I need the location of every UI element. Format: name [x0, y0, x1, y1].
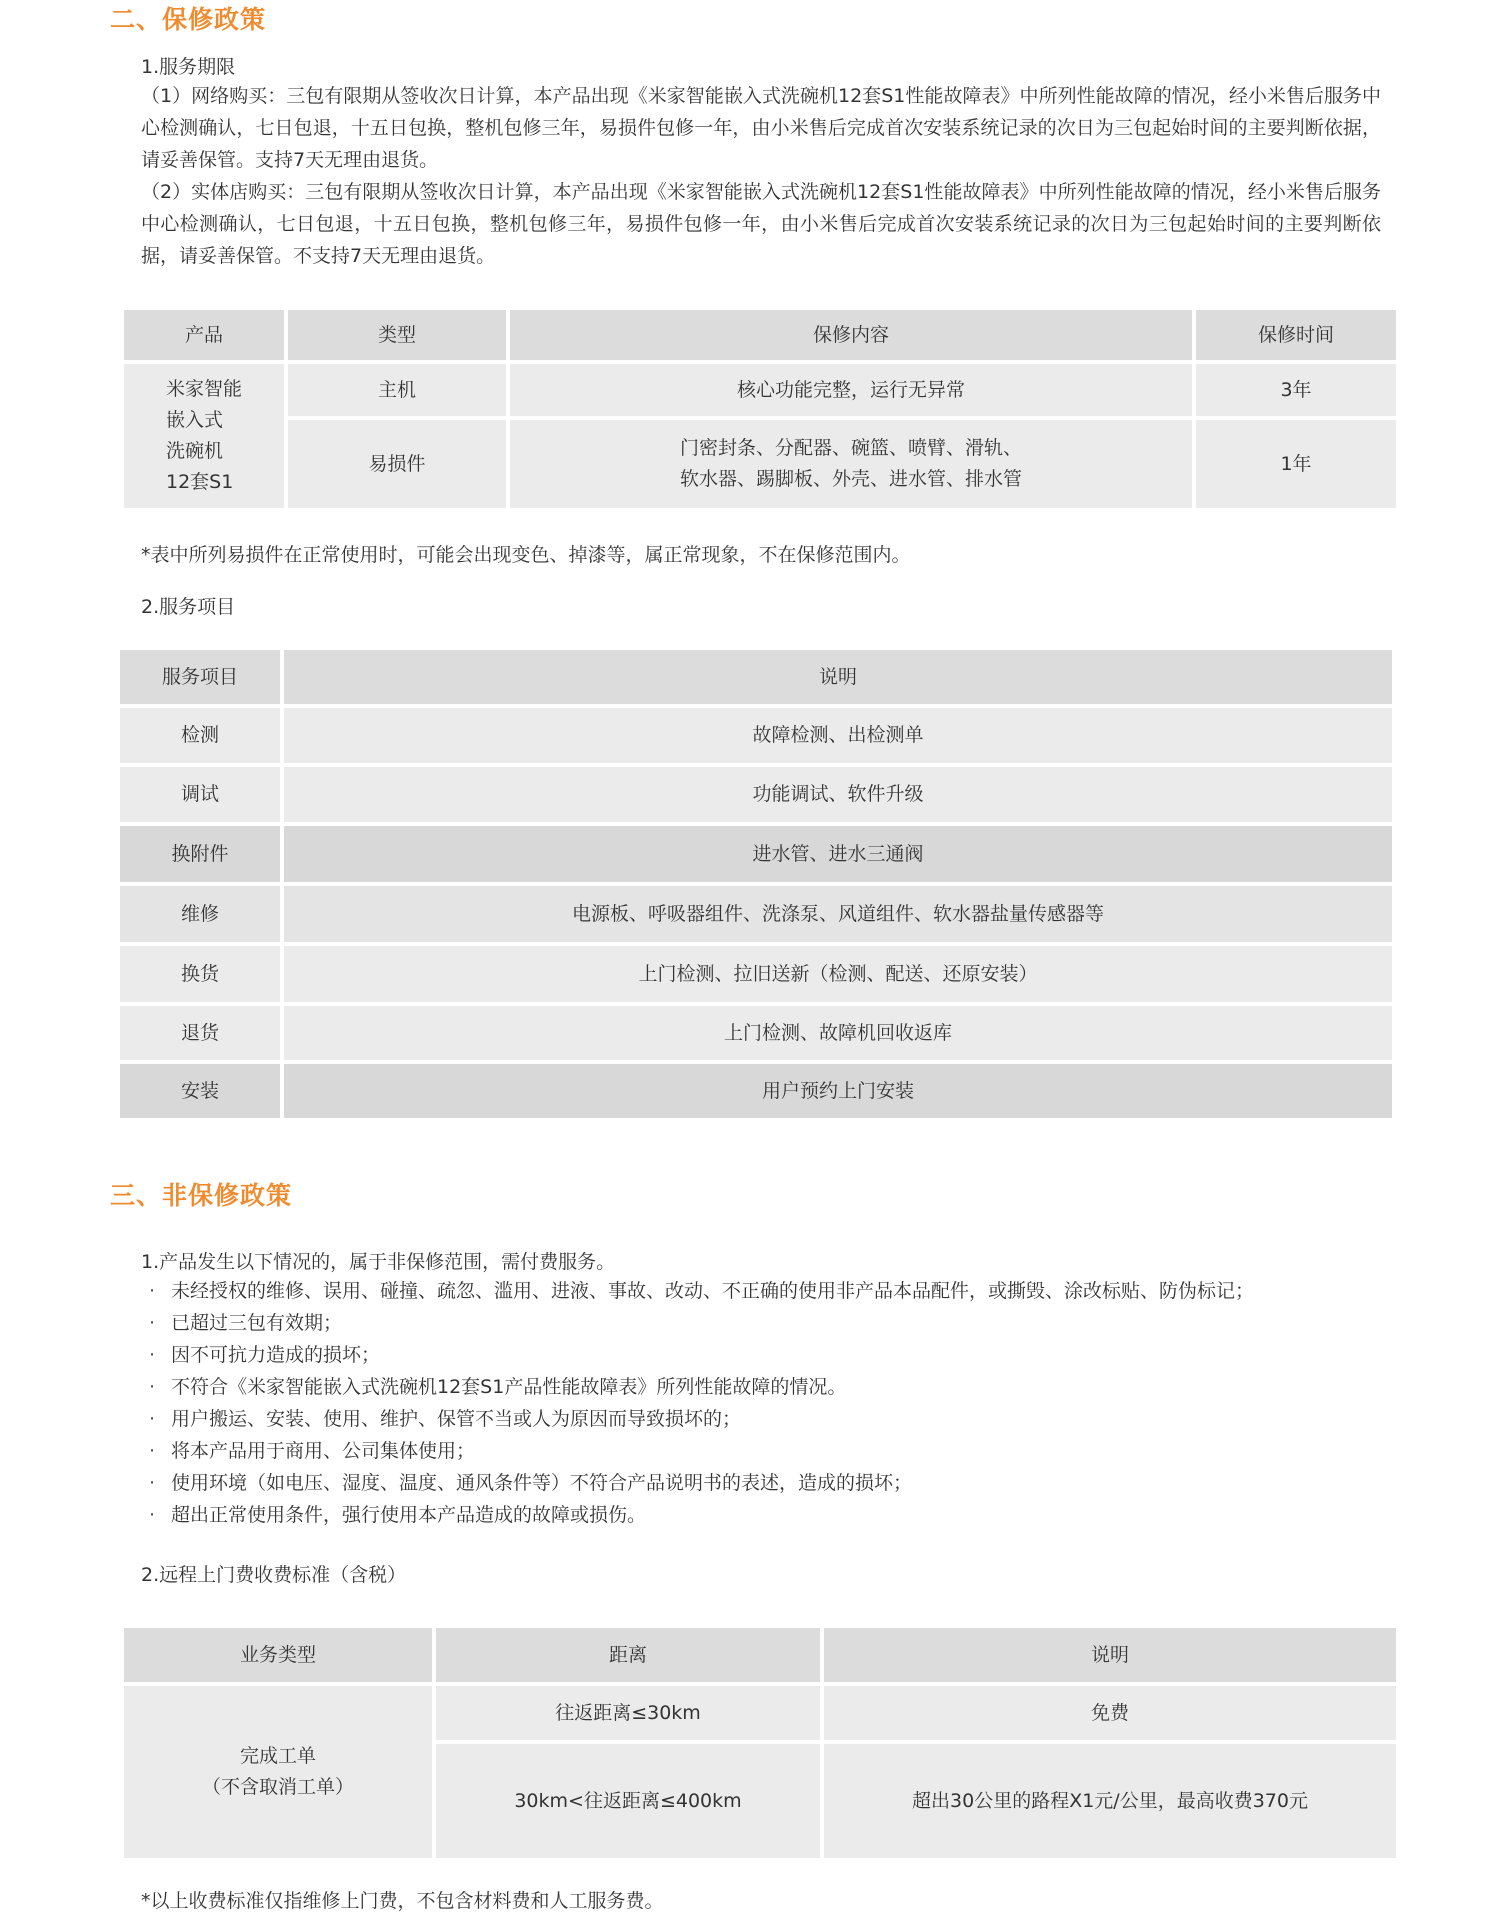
content-main-unit: 核心功能完整，运行无异常: [510, 364, 1192, 416]
table-header-content: 保修内容: [510, 310, 1192, 360]
list-item-text: 将本产品用于商用、公司集体使用；: [171, 1440, 476, 1462]
wear-parts-line: 软水器、踢脚板、外壳、进水管、排水管: [679, 468, 1022, 490]
store-purchase-paragraph: （2）实体店购买：三包有限期从签收次日计算，本产品出现《米家智能嵌入式洗碗机12套S1性能故障表》中所列性能故障的情况，经小米售后服务中心检测确认，七日包退，十五日包换，整机包修三年，易损件包修一年，由小米售后完成首次安装系统记录的次日为三包起始时间的主要判断依据，请妥善保管。不支持7天无理由退货。: [141, 181, 1381, 267]
period-main-unit: 3年: [1196, 364, 1396, 416]
service-item-name: 维修: [120, 886, 280, 942]
list-item-text: 未经授权的维修、误用、碰撞、疏忽、滥用、进液、事故、改动、不正确的使用非产品本品配件，或撕毁、涂改标贴、防伪标记；: [171, 1280, 1255, 1302]
list-item: [141, 1339, 1391, 1371]
business-type-line: （不含取消工单）: [201, 1776, 354, 1798]
service-item-name: 调试: [120, 767, 280, 822]
non-warranty-intro: 1.产品发生以下情况的，属于非保修范围，需付费服务。: [141, 1251, 616, 1273]
list-item: [141, 1307, 1391, 1339]
service-item-desc: 电源板、呼吸器组件、洗涤泵、风道组件、软水器盐量传感器等: [284, 886, 1392, 942]
content-wear-parts: [510, 420, 1192, 508]
list-item: [141, 1435, 1391, 1467]
fee-header-desc: 说明: [824, 1628, 1396, 1682]
warranty-section-title: 二、保修政策: [110, 5, 267, 34]
product-name-line: 嵌入式: [165, 409, 223, 431]
service-item-name: 换货: [120, 946, 280, 1002]
list-item: [141, 1403, 1391, 1435]
fee-distance-cell: 30km<往返距离≤400km: [436, 1744, 820, 1858]
product-name-line: 12套S1: [165, 471, 234, 493]
table-header-period: 保修时间: [1196, 310, 1396, 360]
table-header-type: 类型: [288, 310, 506, 360]
service-items-heading: 2.服务项目: [141, 596, 236, 618]
period-wear-parts: 1年: [1196, 420, 1396, 508]
type-main-unit: 主机: [288, 364, 506, 416]
service-item-desc: 上门检测、拉旧送新（检测、配送、还原安装）: [284, 946, 1392, 1002]
fee-business-type-cell: [124, 1686, 432, 1858]
service-items-header-desc: 说明: [284, 650, 1392, 704]
list-item-text: 使用环境（如电压、湿度、温度、通风条件等）不符合产品说明书的表述，造成的损坏；: [171, 1472, 913, 1494]
list-item-text: 已超过三包有效期；: [171, 1312, 343, 1334]
fee-header-business: 业务类型: [124, 1628, 432, 1682]
service-item-desc: 功能调试、软件升级: [284, 767, 1392, 822]
non-warranty-section-title: 三、非保修政策: [110, 1181, 293, 1210]
list-item-text: 因不可抗力造成的损坏；: [171, 1344, 381, 1366]
bullet-icon: ·: [149, 1408, 156, 1430]
service-item-name: 退货: [120, 1006, 280, 1060]
service-item-name: 安装: [120, 1064, 280, 1118]
bullet-icon: ·: [149, 1312, 156, 1334]
service-items-header-item: 服务项目: [120, 650, 280, 704]
service-item-desc: 用户预约上门安装: [284, 1064, 1392, 1118]
list-item: [141, 1371, 1391, 1403]
business-type-line: 完成工单: [239, 1745, 316, 1767]
list-item: [141, 1467, 1391, 1499]
product-name-line: 米家智能: [165, 378, 242, 400]
wear-parts-line: 门密封条、分配器、碗篮、喷臂、滑轨、: [679, 437, 1022, 459]
service-item-name: 检测: [120, 708, 280, 763]
fee-desc-cell: 超出30公里的路程X1元/公里，最高收费370元: [824, 1744, 1396, 1858]
fee-desc-cell: 免费: [824, 1686, 1396, 1740]
list-item: [141, 1499, 1391, 1531]
service-period-heading: 1.服务期限: [141, 56, 236, 78]
bullet-icon: ·: [149, 1344, 156, 1366]
online-purchase-paragraph: （1）网络购买：三包有限期从签收次日计算，本产品出现《米家智能嵌入式洗碗机12套S1性能故障表》中所列性能故障的情况，经小米售后服务中心检测确认，七日包退，十五日包换，整机包修三年，易损件包修一年，由小米售后完成首次安装系统记录的次日为三包起始时间的主要判断依据，请妥善保管。支持7天无理由退货。: [141, 85, 1381, 171]
service-item-name: 换附件: [120, 826, 280, 882]
bullet-icon: ·: [149, 1504, 156, 1526]
list-item-text: 超出正常使用条件，强行使用本产品造成的故障或损伤。: [171, 1504, 647, 1526]
bullet-icon: ·: [149, 1376, 156, 1398]
service-item-desc: 进水管、进水三通阀: [284, 826, 1392, 882]
product-name-line: 洗碗机: [165, 440, 223, 462]
fee-header-distance: 距离: [436, 1628, 820, 1682]
fee-note: *以上收费标准仅指维修上门费，不包含材料费和人工服务费。: [141, 1890, 664, 1912]
list-item: [141, 1275, 1391, 1307]
wear-parts-note: *表中所列易损件在正常使用时，可能会出现变色、掉漆等，属正常现象，不在保修范围内。: [141, 544, 911, 566]
product-name-cell: [124, 364, 284, 508]
bullet-icon: ·: [149, 1280, 156, 1302]
fee-heading: 2.远程上门费收费标准（含税）: [141, 1564, 407, 1586]
service-item-desc: 故障检测、出检测单: [284, 708, 1392, 763]
fee-distance-cell: 往返距离≤30km: [436, 1686, 820, 1740]
list-item-text: 用户搬运、安装、使用、维护、保管不当或人为原因而导致损坏的；: [171, 1408, 742, 1430]
service-item-desc: 上门检测、故障机回收返库: [284, 1006, 1392, 1060]
non-warranty-list: [141, 1275, 1391, 1531]
type-wear-parts: 易损件: [288, 420, 506, 508]
list-item-text: 不符合《米家智能嵌入式洗碗机12套S1产品性能故障表》所列性能故障的情况。: [171, 1376, 847, 1398]
bullet-icon: ·: [149, 1472, 156, 1494]
bullet-icon: ·: [149, 1440, 156, 1462]
table-header-product: 产品: [124, 310, 284, 360]
